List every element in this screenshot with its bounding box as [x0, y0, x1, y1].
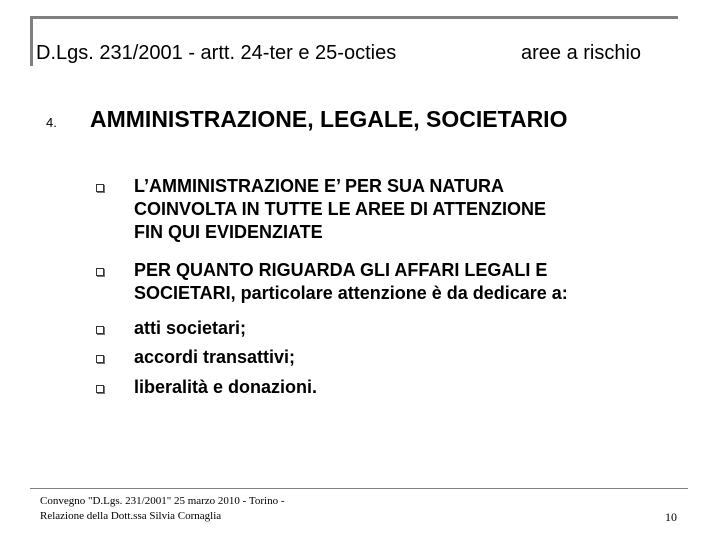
footer-divider [30, 488, 688, 489]
bullet-text: PER QUANTO RIGUARDA GLI AFFARI LEGALI E SOCIETARI, particolare attenzione è da dedicare a: [134, 260, 568, 303]
section-number: 4. [46, 115, 57, 130]
bullet-text: L’AMMINISTRAZIONE E’ PER SUA NATURA COINVOLTA IN TUTTE LE AREE DI ATTENZIONE FIN QUI EVIDENZIATE [134, 176, 546, 242]
bullet-text: liberalità e donazioni. [134, 377, 318, 397]
square-bullet-icon [96, 326, 104, 334]
bullet-text: accordi transattivi; [134, 347, 296, 367]
section-heading: AMMINISTRAZIONE, LEGALE, SOCIETARIO [90, 106, 568, 132]
slide-subtitle: aree a rischio [521, 42, 642, 64]
square-bullet-icon [96, 268, 104, 276]
footer-caption: Convegno "D.Lgs. 231/2001" 25 marzo 2010 - Torino - Relazione della Dott.ssa Silvia Cornaglia [40, 495, 285, 522]
slide-title: D.Lgs. 231/2001 - artt. 24-ter e 25-octies [36, 42, 397, 64]
page-number: 10 [665, 510, 677, 524]
bullet-text: atti societari; [134, 318, 247, 338]
square-bullet-icon [96, 355, 104, 363]
frame-top-border [30, 16, 678, 19]
square-bullet-icon [96, 385, 104, 393]
square-bullet-icon [96, 184, 104, 192]
frame-left-border [30, 16, 33, 66]
